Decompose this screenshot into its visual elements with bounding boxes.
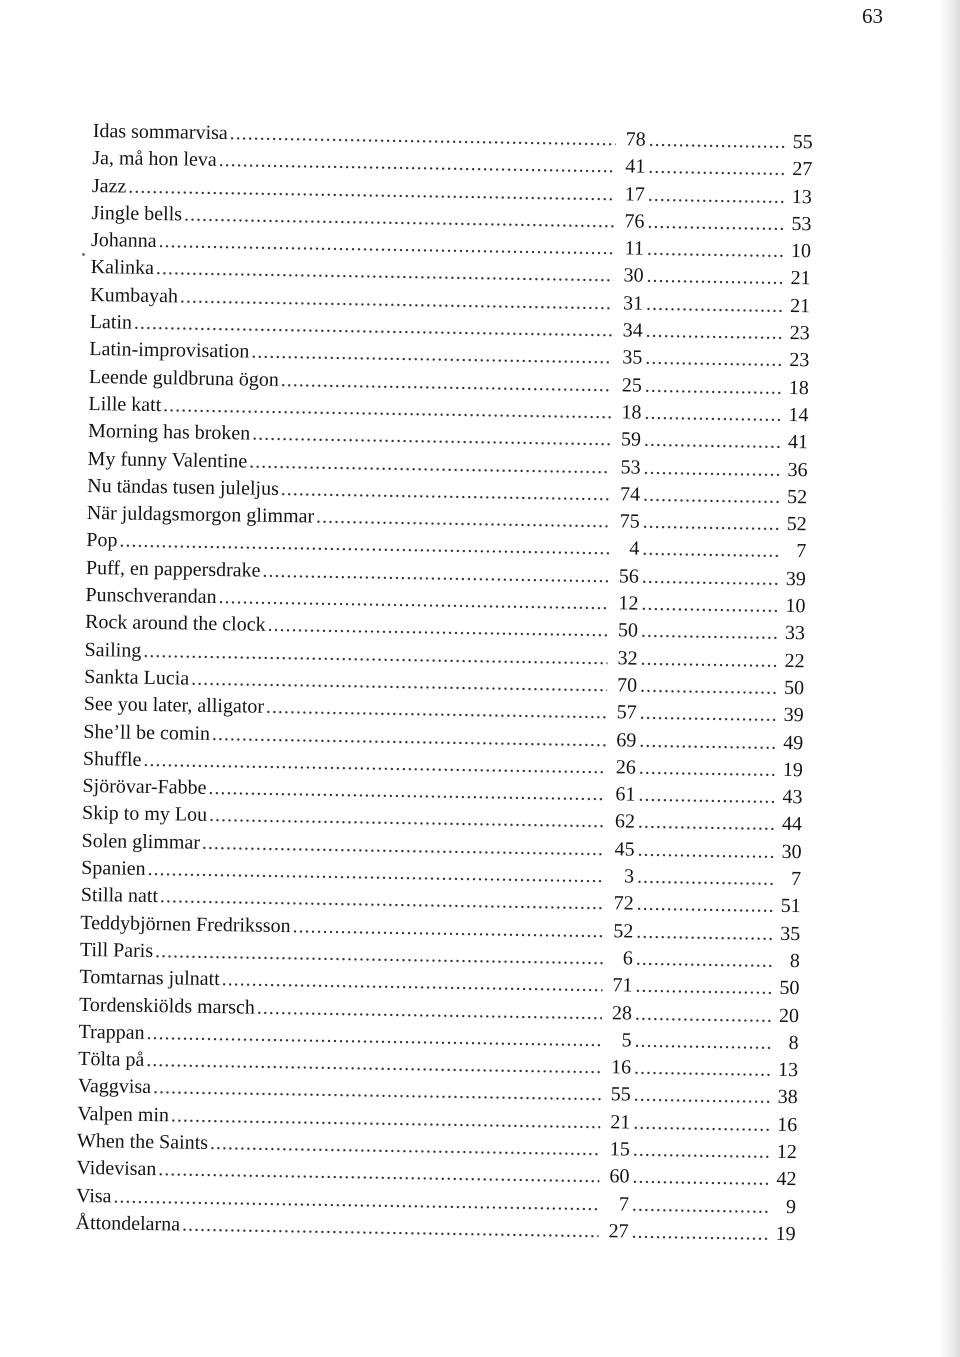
entry-page-primary: 45 [614,838,635,861]
dot-leader-secondary [636,946,774,975]
dot-leader-secondary [639,727,777,756]
dot-leader-secondary [649,127,787,156]
entry-page-secondary: 49 [783,731,804,754]
entry-page-primary: 71 [612,974,633,997]
dot-leader-secondary [646,318,784,347]
entry-title: Rock around the clock [84,611,266,637]
entry-page-primary: 28 [611,1001,633,1025]
entry-page-secondary: 43 [782,786,803,809]
entry-page-secondary: 23 [789,322,810,345]
entry-page-primary: 30 [623,264,644,288]
entry-page-secondary: 39 [785,567,807,591]
entry-title: Visa [75,1184,112,1208]
entry-title: Sailing [84,638,142,662]
dot-leader-secondary [631,1218,769,1247]
entry-page-primary: 4 [629,537,640,561]
dot-leader-secondary [647,209,785,238]
dot-leader-secondary [635,973,773,1002]
entry-page-primary: 61 [615,783,636,806]
entry-page-secondary: 19 [782,758,804,782]
entry-title: Pop [86,529,118,552]
entry-page-primary: 72 [613,892,634,915]
entry-page-secondary: 7 [790,868,802,891]
dot-leader-secondary [640,645,778,674]
entry-title: Åttondelarna [75,1211,181,1236]
entry-page-secondary: 18 [788,376,810,399]
entry-page-secondary: 21 [789,294,811,318]
entry-title: Ja, må hon leva [92,147,217,172]
entry-title: Latin-improvisation [89,338,250,363]
dot-leader-secondary [644,427,782,456]
entry-page-primary: 50 [617,619,639,642]
entry-page-primary: 21 [610,1110,631,1134]
entry-page-primary: 59 [620,428,642,451]
dot-leader-secondary [646,263,784,292]
dot-leader-secondary [635,1000,773,1029]
entry-page-secondary: 52 [786,485,808,509]
stray-mark [82,253,85,256]
entry-page-secondary: 33 [784,622,806,645]
dot-leader-secondary [639,754,777,783]
dot-leader-secondary [637,891,775,920]
entry-page-primary: 12 [618,592,639,615]
entry-page-secondary: 55 [792,130,813,154]
entry-page-primary: 27 [608,1220,629,1243]
entry-title: Kumbayah [90,283,179,308]
entry-page-primary: 3 [623,865,635,888]
entry-page-secondary: 50 [779,977,800,1000]
dot-leader-secondary [637,864,775,893]
entry-page-primary: 35 [622,346,643,370]
entry-title: When the Saints [76,1129,209,1154]
page-edge-shadow [938,0,960,1357]
entry-page-primary: 31 [622,292,644,315]
entry-title: Jingle bells [91,201,183,226]
entry-page-secondary: 9 [785,1195,797,1218]
entry-page-secondary: 50 [783,676,805,700]
entry-title: Videvisan [76,1157,157,1181]
dot-leader-secondary [638,809,776,838]
entry-title: Latin [89,311,133,334]
entry-title: När juldagsmorgon glimmar [86,502,315,528]
entry-page-secondary: 10 [790,240,812,263]
entry-title: Trappan [78,1020,145,1044]
entry-title: Puff, en pappersdrake [85,556,261,582]
entry-page-primary: 5 [621,1029,632,1052]
dot-leader-secondary [640,700,778,729]
entry-title: Nu tändas tusen juleljus [87,474,280,500]
entry-title: Valpen min [77,1102,170,1127]
entry-title: Till Paris [79,938,154,962]
entry-page-primary: 18 [621,401,642,424]
entry-page-primary: 78 [625,128,646,151]
entry-title: Spanien [81,856,146,880]
entry-title: Kalinka [90,256,155,280]
entry-page-secondary: 36 [787,458,808,481]
entry-page-secondary: 39 [783,704,804,727]
entry-title: She’ll be comin [83,720,211,745]
dot-leader-secondary [634,1027,772,1056]
dot-leader [182,1211,599,1245]
entry-page-primary: 53 [620,455,641,479]
entry-page-secondary: 41 [787,431,809,454]
entry-page-primary: 15 [609,1138,631,1161]
page-number: 63 [862,4,883,28]
dot-leader-secondary [633,1109,771,1138]
dot-leader-secondary [644,400,782,429]
dot-leader-secondary [642,563,780,592]
dot-leader-secondary [634,1082,772,1111]
dot-leader-secondary [641,591,779,620]
entry-page-primary: 26 [615,756,637,779]
entry-title: Shuffle [82,747,142,771]
entry-title: Leende guldbruna ögon [88,365,280,391]
dot-leader-secondary [636,918,774,947]
entry-page-secondary: 13 [777,1058,799,1082]
entry-page-primary: 62 [614,810,636,834]
entry-page-primary: 6 [622,947,634,970]
dot-leader-secondary [643,482,781,511]
entry-page-secondary: 23 [789,349,810,372]
entry-page-secondary: 8 [788,1031,799,1054]
entry-page-primary: 75 [619,510,640,533]
entry-page-secondary: 51 [780,895,801,918]
entry-title: See you later, alligator [83,693,265,718]
entry-page-primary: 52 [613,919,634,943]
entry-title: Tölta på [78,1047,145,1072]
dot-leader-secondary [640,673,778,702]
entry-page-secondary: 22 [784,649,805,672]
entry-title: Jazz [91,174,127,198]
entry-page-primary: 57 [616,701,637,724]
entry-page-secondary: 10 [785,594,806,618]
entry-page-primary: 74 [619,483,641,506]
entry-page-primary: 56 [618,565,640,588]
entry-title: Sjörövar-Fabbe [82,775,207,799]
entry-page-secondary: 35 [780,922,801,945]
entry-page-secondary: 20 [778,1004,800,1027]
dot-leader-secondary [643,454,781,483]
entry-page-primary: 60 [609,1165,630,1188]
entry-title: Skip to my Lou [81,802,208,827]
entry-page-secondary: 53 [791,212,812,236]
entry-page-primary: 32 [617,646,638,670]
dot-leader-secondary [642,536,780,565]
entry-page-primary: 70 [616,674,638,697]
entry-title: Lille katt [88,392,162,417]
entry-page-primary: 41 [625,155,646,178]
entry-page-secondary: 19 [775,1222,796,1246]
entry-page-primary: 25 [621,374,643,397]
entry-page-primary: 11 [624,237,645,260]
dot-leader [316,504,610,536]
dot-leader-secondary [643,509,781,538]
entry-title: My funny Valentine [87,447,248,473]
entry-page-secondary: 21 [790,267,811,290]
entry-page-secondary: 38 [777,1086,798,1109]
entry-page-secondary: 30 [781,840,802,863]
entry-title: Sankta Lucia [84,665,190,690]
entry-page-secondary: 52 [786,513,807,536]
entry-page-secondary: 12 [776,1140,798,1164]
dot-leader-secondary [647,236,785,265]
entry-title: Vaggvisa [77,1075,152,1099]
dot-leader-secondary [638,782,776,811]
entry-title: Punschverandan [85,583,217,609]
entry-title: Morning has broken [87,420,251,445]
dot-leader-secondary [645,345,783,374]
entry-page-secondary: 8 [789,949,801,973]
entry-page-secondary: 27 [792,158,813,181]
entry-title: Johanna [90,229,157,253]
dot-leader-secondary [641,618,779,647]
entry-page-primary: 76 [624,210,645,233]
entry-title: Tomtarnas julnatt [79,966,220,991]
entry-page-primary: 17 [624,182,646,206]
entry-page-secondary: 7 [796,540,807,563]
entry-page-secondary: 42 [776,1168,797,1191]
dot-leader-secondary [633,1137,771,1166]
dot-leader-secondary [648,154,786,183]
entry-title: Stilla natt [80,884,159,908]
song-index-list [75,118,813,1279]
entry-page-primary: 7 [618,1192,630,1216]
dot-leader-secondary [634,1055,772,1084]
dot-leader-secondary [632,1191,770,1220]
entry-title: Idas sommarvisa [92,119,228,145]
dot-leader-secondary [645,372,783,401]
entry-page-primary: 34 [622,319,643,342]
entry-page-secondary: 14 [788,403,809,427]
entry-title: Tordenskiölds marsch [78,993,256,1019]
dot-leader-secondary [632,1164,770,1193]
dot-leader-secondary [646,290,784,319]
entry-page-secondary: 44 [781,813,803,836]
entry-page-primary: 55 [610,1083,631,1106]
entry-page-secondary: 13 [791,185,813,208]
entry-title: Teddybjörnen Fredriksson [80,911,291,937]
dot-leader-secondary [648,181,786,210]
entry-page-secondary: 16 [777,1113,798,1136]
entry-page-primary: 16 [610,1056,632,1079]
dot-leader-secondary [637,836,775,865]
entry-page-primary: 69 [616,728,637,752]
entry-title: Solen glimmar [81,829,201,854]
